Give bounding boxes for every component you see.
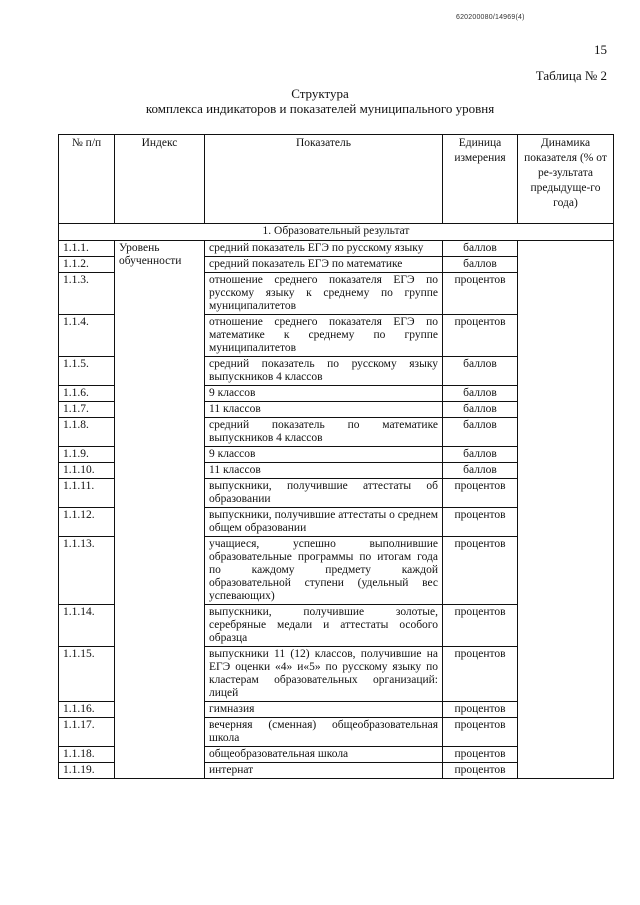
- indicators-table: [58, 134, 614, 779]
- row-number: 1.1.15.: [59, 647, 115, 702]
- row-number: 1.1.1.: [59, 241, 115, 257]
- row-indicator: 9 классов: [205, 447, 443, 463]
- document-code: 620200080/14969(4): [456, 14, 525, 21]
- table-label: Таблица № 2: [535, 68, 607, 83]
- table-row: [59, 241, 614, 257]
- row-number: 1.1.4.: [59, 315, 115, 357]
- row-unit: баллов: [443, 463, 518, 479]
- row-unit: баллов: [443, 241, 518, 257]
- row-indicator: средний показатель по русскому языку выпускников 4 классов: [205, 357, 443, 386]
- header-number: № п/п: [59, 135, 115, 224]
- row-unit: баллов: [443, 357, 518, 386]
- row-indicator: 11 классов: [205, 402, 443, 418]
- row-indicator: 11 классов: [205, 463, 443, 479]
- row-unit: процентов: [443, 763, 518, 779]
- row-indicator: интернат: [205, 763, 443, 779]
- table-header-row: [59, 135, 614, 224]
- row-indicator: выпускники, получившие аттестаты об образовании: [205, 479, 443, 508]
- row-unit: процентов: [443, 647, 518, 702]
- row-indicator: выпускники, получившие золотые, серебряные медали и аттестаты особого образца: [205, 605, 443, 647]
- table-subtitle: комплекса индикаторов и показателей муниципального уровня: [145, 101, 495, 116]
- row-unit: баллов: [443, 402, 518, 418]
- row-unit: процентов: [443, 718, 518, 747]
- row-number: 1.1.2.: [59, 257, 115, 273]
- row-number: 1.1.9.: [59, 447, 115, 463]
- row-number: 1.1.16.: [59, 702, 115, 718]
- row-indicator: выпускники 11 (12) классов, получившие на ЕГЭ оценки «4» и«5» по русскому языку по кластерам образовательных организаций: лицей: [205, 647, 443, 702]
- row-unit: баллов: [443, 386, 518, 402]
- row-number: 1.1.8.: [59, 418, 115, 447]
- row-unit: баллов: [443, 418, 518, 447]
- row-indicator: 9 классов: [205, 386, 443, 402]
- row-indicator: средний показатель ЕГЭ по русскому языку: [205, 241, 443, 257]
- row-indicator: вечерняя (сменная) общеобразовательная школа: [205, 718, 443, 747]
- row-number: 1.1.19.: [59, 763, 115, 779]
- row-indicator: отношение среднего показателя ЕГЭ по математике к среднему по группе муниципалитетов: [205, 315, 443, 357]
- header-index: Индекс: [115, 135, 205, 224]
- row-number: 1.1.17.: [59, 718, 115, 747]
- row-unit: процентов: [443, 747, 518, 763]
- row-indicator: общеобразовательная школа: [205, 747, 443, 763]
- row-unit: процентов: [443, 315, 518, 357]
- row-unit: процентов: [443, 508, 518, 537]
- row-unit: процентов: [443, 537, 518, 605]
- row-unit: процентов: [443, 702, 518, 718]
- page-number: 15: [594, 42, 607, 57]
- row-unit: процентов: [443, 479, 518, 508]
- row-unit: баллов: [443, 257, 518, 273]
- row-indicator: средний показатель ЕГЭ по математике: [205, 257, 443, 273]
- row-number: 1.1.3.: [59, 273, 115, 315]
- row-indicator: средний показатель по математике выпускников 4 классов: [205, 418, 443, 447]
- row-number: 1.1.5.: [59, 357, 115, 386]
- row-unit: процентов: [443, 605, 518, 647]
- dynamics-cell: [518, 241, 614, 779]
- row-number: 1.1.7.: [59, 402, 115, 418]
- section-title: 1. Образовательный результат: [59, 224, 614, 241]
- row-number: 1.1.14.: [59, 605, 115, 647]
- index-cell: Уровень обученности: [115, 241, 205, 779]
- header-dynamics: Динамика показателя (% от ре-зультата предыдуще-го года): [518, 135, 614, 224]
- row-unit: баллов: [443, 447, 518, 463]
- row-number: 1.1.18.: [59, 747, 115, 763]
- row-indicator: учащиеся, успешно выполнившие образовательные программы по итогам года по каждому предмету каждой образовательной ступени (удельный вес успевающих): [205, 537, 443, 605]
- row-indicator: выпускники, получившие аттестаты о среднем общем образовании: [205, 508, 443, 537]
- row-number: 1.1.6.: [59, 386, 115, 402]
- row-number: 1.1.12.: [59, 508, 115, 537]
- header-indicator: Показатель: [205, 135, 443, 224]
- row-indicator: отношение среднего показателя ЕГЭ по русскому языку к среднему по группе муниципалитетов: [205, 273, 443, 315]
- row-number: 1.1.13.: [59, 537, 115, 605]
- table-title: Структура: [291, 86, 349, 101]
- row-indicator: гимназия: [205, 702, 443, 718]
- header-unit: Единица измерения: [443, 135, 518, 224]
- row-number: 1.1.11.: [59, 479, 115, 508]
- section-row: [59, 224, 614, 241]
- row-number: 1.1.10.: [59, 463, 115, 479]
- row-unit: процентов: [443, 273, 518, 315]
